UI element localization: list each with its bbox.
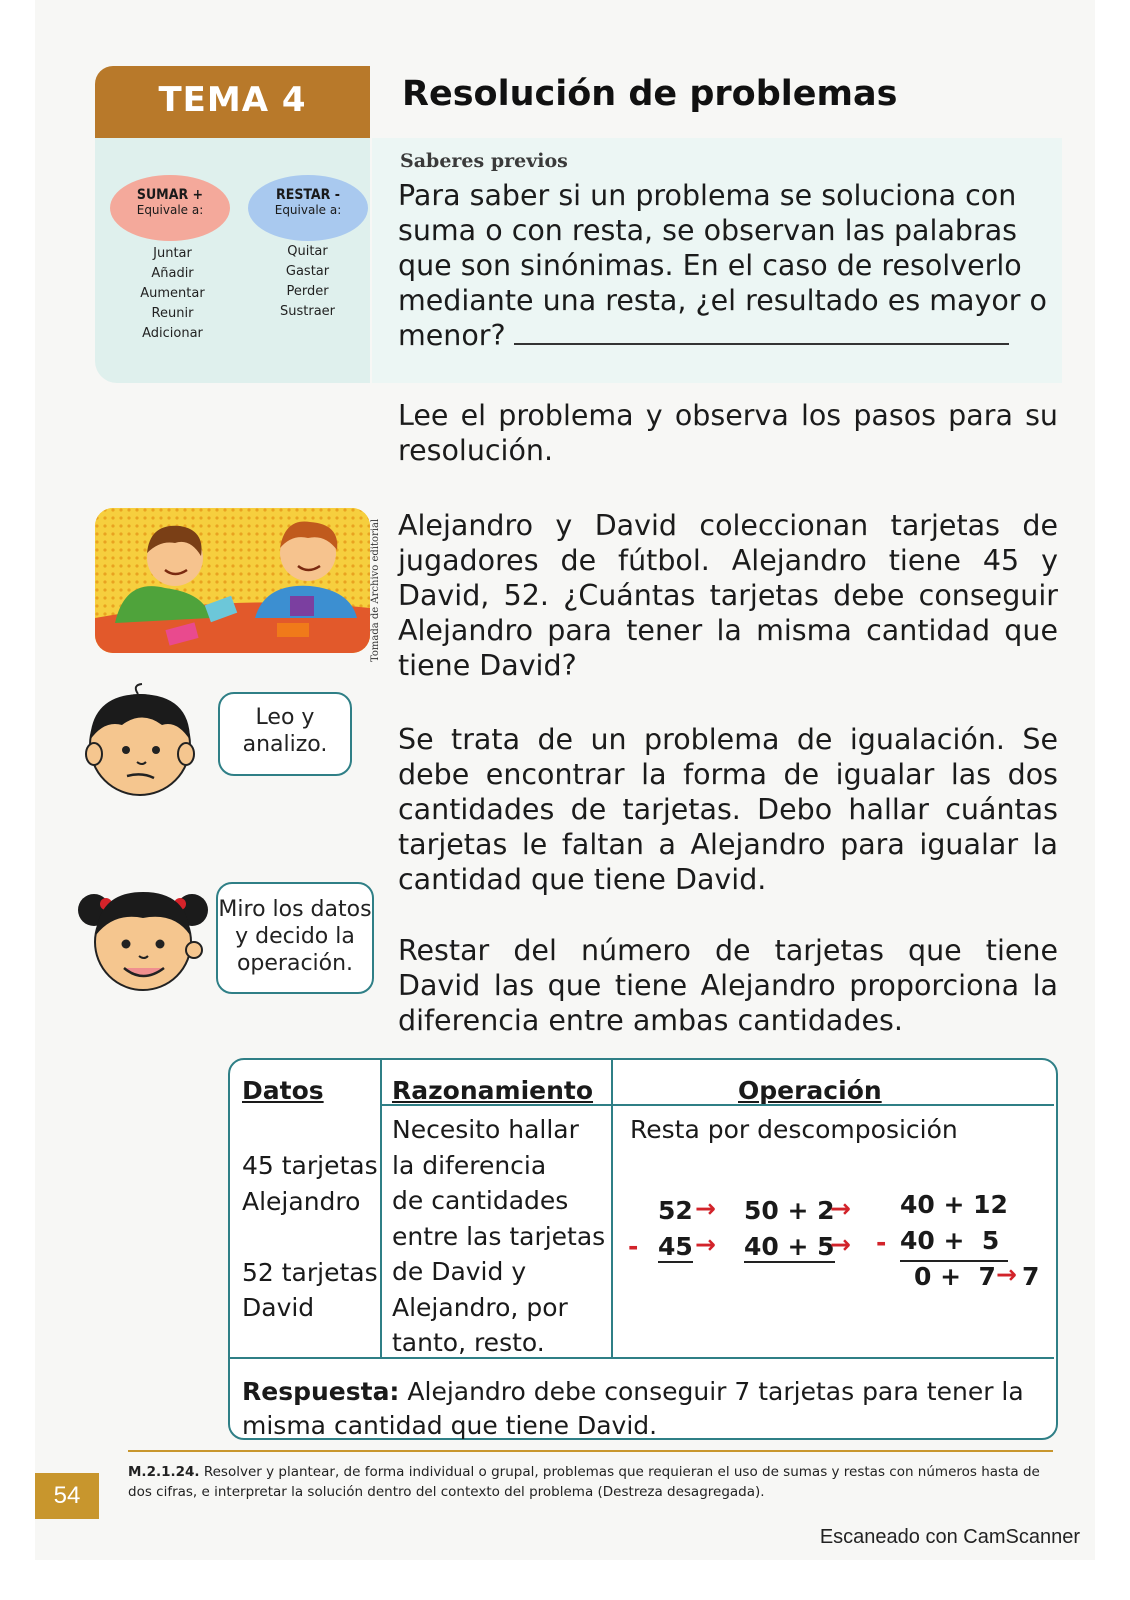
razonamiento-line: tanto, resto. — [392, 1328, 545, 1357]
respuesta — [242, 1375, 1042, 1443]
tema-label: TEMA 4 — [158, 80, 307, 120]
datos-header: Datos — [242, 1076, 324, 1105]
row-divider — [230, 1357, 1054, 1359]
restar-sub: Equivale a: — [274, 203, 342, 217]
answer-blank[interactable] — [514, 342, 1009, 345]
saberes-question: Para saber si un problema se soluciona con suma o con resta, se observan las palabras que son sinónimas. En el caso de resolverlo mediante una resta, ¿el resultado es mayor o menor? — [398, 179, 1047, 352]
operacion-header: Operación — [738, 1076, 882, 1105]
igualacion-paragraph: Se trata de un problema de igualación. Se debe encontrar la forma de igualar las dos cantidades de tarjetas. Debo hallar cuántas tarjetas le faltan a Alejandro para igualar la cantidad que tiene David. — [398, 723, 1058, 896]
datos-line — [242, 1219, 378, 1255]
sumar-words — [120, 244, 225, 344]
scanner-watermark: Escaneado con CamScanner — [819, 1526, 1080, 1548]
boy-face-illustration — [82, 680, 202, 800]
arrow-icon: → — [830, 1194, 851, 1223]
problem-paragraph: Alejandro y David coleccionan tarjetas de jugadores de fútbol. Alejandro tiene 45 y David, 52. ¿Cuántas tarjetas debe conseguir Alejandro para tener la misma cantidad que tiene David? — [398, 509, 1058, 682]
footer-rule — [128, 1450, 1053, 1452]
sumar-word: Adicionar — [142, 326, 203, 341]
datos-cell — [242, 1148, 378, 1326]
restar-word: Gastar — [285, 264, 330, 279]
page-number: 54 — [35, 1473, 99, 1519]
op-result: 7 — [1022, 1262, 1040, 1291]
footer-text: Resolver y plantear, de forma individual o grupal, problemas que requieran el uso de sumas y restas con números hasta de dos cifras, e interpretar la solución dentro del contexto del problema (Destreza desagregada). — [128, 1464, 1040, 1500]
boy-speech-bubble: Leo y analizo. — [218, 692, 352, 776]
restar-heading: RESTAR - — [276, 187, 340, 203]
razonamiento-line: Alejandro, por — [392, 1292, 568, 1322]
arrow-icon: → — [996, 1260, 1017, 1289]
illustration-credit: Tomada de Archivo editorial — [370, 518, 381, 662]
minus-sign: - — [876, 1228, 887, 1257]
arrow-icon: → — [830, 1230, 851, 1259]
restar-words — [255, 242, 360, 322]
op-45: 45 — [658, 1232, 693, 1261]
op-52: 52 — [658, 1196, 693, 1225]
tema-tab — [95, 66, 370, 138]
op-0-7: 0 + 7 — [914, 1262, 996, 1291]
razonamiento-header: Razonamiento — [392, 1076, 594, 1105]
restar-word: Perder — [286, 284, 329, 299]
restar-word: Quitar — [287, 244, 328, 259]
operacion-title: Resta por descomposición — [630, 1115, 958, 1144]
op-40-5: 40 + 5 — [744, 1232, 835, 1261]
intro-paragraph: Lee el problema y observa los pasos para su resolución. — [398, 399, 1058, 467]
datos-line: 45 tarjetas — [242, 1151, 378, 1180]
kids-cards-illustration — [95, 508, 370, 653]
razonamiento-line: de David y — [392, 1257, 527, 1286]
respuesta-label: Respuesta: — [242, 1377, 400, 1406]
girl-face-illustration — [74, 880, 214, 1000]
arrow-icon: → — [695, 1230, 716, 1259]
page-title: Resolución de problemas — [402, 74, 898, 114]
sumar-word: Reunir — [151, 306, 194, 321]
sumar-word: Juntar — [153, 246, 192, 261]
saberes-text — [398, 178, 1048, 353]
razonamiento-line: Necesito hallar — [392, 1115, 579, 1144]
sumar-heading: SUMAR + — [136, 187, 204, 203]
restar-word: Sustraer — [279, 304, 335, 319]
datos-line: David — [242, 1293, 315, 1322]
solution-table — [228, 1058, 1058, 1440]
sumar-sub: Equivale a: — [136, 203, 204, 217]
razonamiento-cell — [392, 1112, 605, 1361]
datos-line: 52 tarjetas — [242, 1257, 378, 1287]
datos-line: Alejandro — [242, 1186, 361, 1216]
footer-note — [128, 1462, 1058, 1502]
sumar-oval — [110, 175, 230, 241]
girl-speech-bubble: Miro los datos y decido la operación. — [216, 882, 374, 994]
sumar-word: Añadir — [151, 266, 194, 281]
footer-code: M.2.1.24. — [128, 1464, 200, 1480]
op-50-2: 50 + 2 — [744, 1196, 835, 1225]
op-40-12: 40 + 12 — [900, 1190, 1008, 1219]
kids-cards-drawing — [95, 508, 370, 653]
razonamiento-line: entre las tarjetas — [392, 1221, 606, 1251]
razonamiento-line: de cantidades — [392, 1186, 569, 1215]
restar-oval — [248, 175, 368, 241]
sumar-word: Aumentar — [140, 286, 205, 301]
restar-paragraph: Restar del número de tarjetas que tiene David las que tiene Alejandro proporciona la diferencia entre ambas cantidades. — [398, 934, 1058, 1037]
arrow-icon: → — [695, 1194, 716, 1223]
saberes-label: Saberes previos — [400, 150, 568, 172]
razonamiento-line: la diferencia — [392, 1150, 547, 1180]
op-40-5b: 40 + 5 — [900, 1226, 1000, 1255]
minus-sign: - — [628, 1232, 639, 1261]
respuesta-text: Alejandro debe conseguir 7 tarjetas para tener la misma cantidad que tiene David. — [242, 1377, 1024, 1440]
